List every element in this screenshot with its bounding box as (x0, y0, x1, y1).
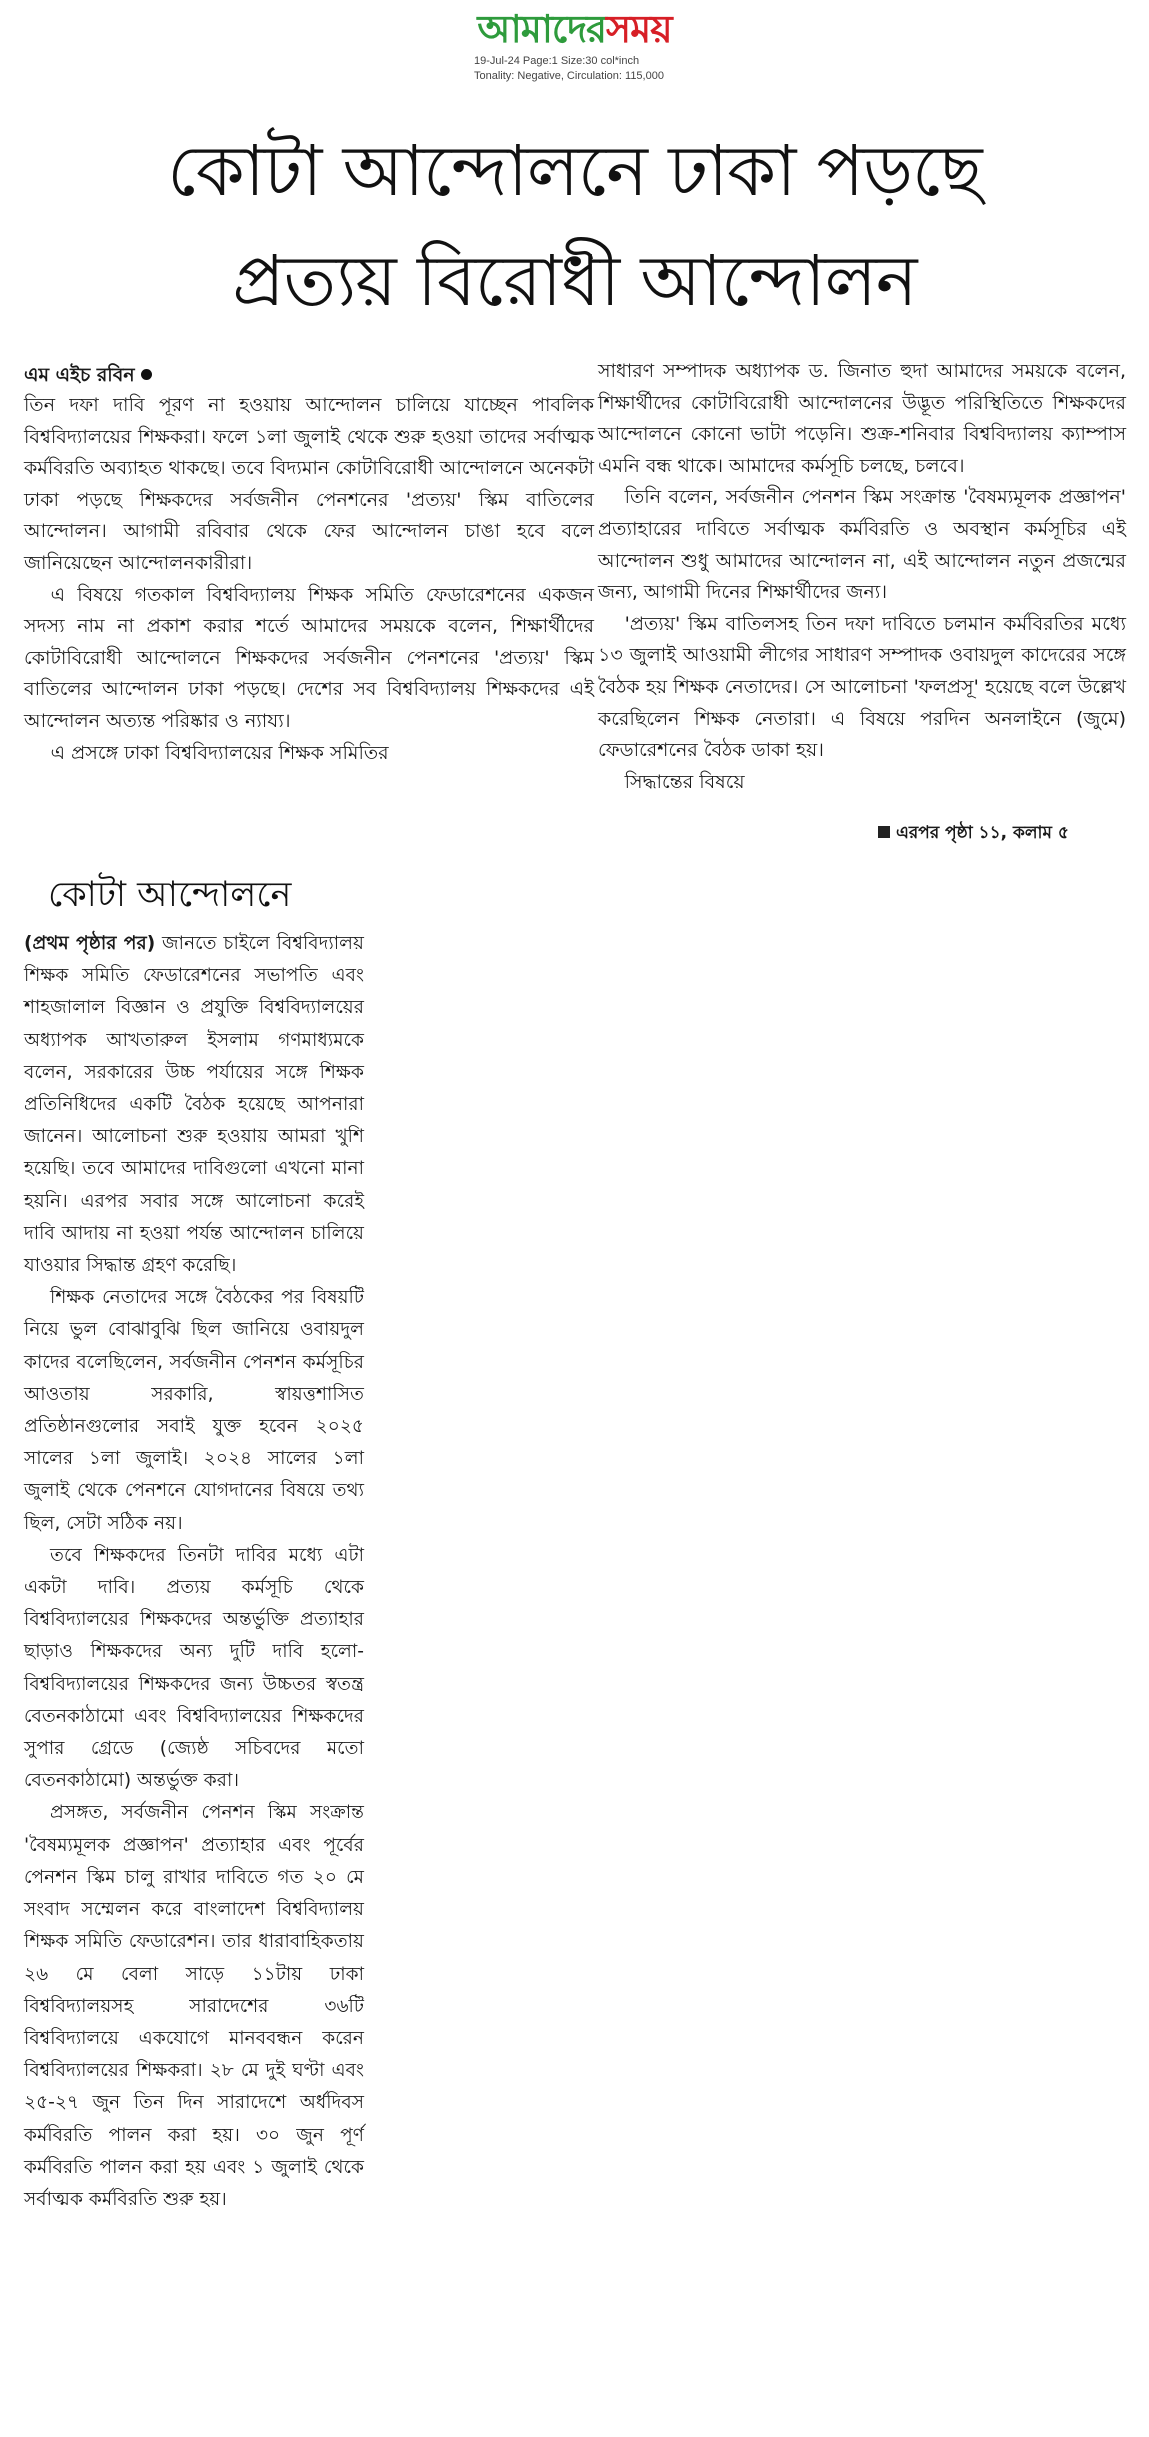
continuation-first-text: জানতে চাইলে বিশ্ববিদ্যালয় শিক্ষক সমিতি ফেডারেশনের সভাপতি এবং শাহজালাল বিজ্ঞান ও প্রযুক্তি বিশ্ববিদ্যালয়ের অধ্যাপক আখতারুল ইসলাম গণমাধ্যমকে বলেন, সরকারের উচ্চ পর্যায়ের সঙ্গে শিক্ষক প্রতিনিধিদের একটি বৈঠক হয়েছে আপনারা জানেন। আলোচনা শুরু হওয়ায় আমরা খুশি হয়েছি। তবে আমাদের দাবিগুলো এখনো মানা হয়নি। এরপর সবার সঙ্গে আলোচনা করেই দাবি আদায় না হওয়া পর্যন্ত আন্দোলন চালিয়ে যাওয়ার সিদ্ধান্ত গ্রহণ করেছি। (24, 933, 364, 1277)
from-page-label: (প্রথম পৃষ্ঠার পর) (24, 933, 156, 954)
author-name: এম এইচ রবিন (24, 364, 135, 386)
clipping-meta-line-1: 19-Jul-24 Page:1 Size:30 col*inch (474, 55, 640, 67)
continued-reference (878, 822, 1069, 844)
continuation-paragraph (24, 928, 364, 1282)
bullet-icon (141, 369, 152, 380)
logo-part-1: আমাদের (477, 7, 606, 51)
headline-line-1: কোটা আন্দোলনে ঢাকা পড়ছে (167, 130, 982, 212)
article-column-right (598, 356, 1126, 798)
article-paragraph: তিনি বলেন, সর্বজনীন পেনশন স্কিম সংক্রান্ত 'বৈষম্যমূলক প্রজ্ঞাপন' প্রত্যাহারের দাবিতে সর্বাত্মক কর্মবিরতি ও অবস্থান কর্মসূচির এই আন্দোলন শুধু আমাদের আন্দোলন না, এই আন্দোলন নতুন প্রজন্মের জন্য, আগামী দিনের শিক্ষার্থীদের জন্য। (598, 486, 1126, 604)
continuation-title: কোটা আন্দোলনে (48, 875, 292, 915)
article-paragraph: সাধারণ সম্পাদক অধ্যাপক ড. জিনাত হুদা আমাদের সময়কে বলেন, শিক্ষার্থীদের কোটাবিরোধী আন্দোলনের উদ্ভূত পরিস্থিতিতে শিক্ষকদের আন্দোলনে কোনো ভাটা পড়েনি। শুক্র-শনিবার বিশ্ববিদ্যালয় ক্যাম্পাস এমনি বন্ধ থাকে। আমাদের কর্মসূচি চলছে, চলবে। (598, 360, 1126, 477)
article-paragraph: তিন দফা দাবি পূরণ না হওয়ায় আন্দোলন চালিয়ে যাচ্ছেন পাবলিক বিশ্ববিদ্যালয়ের শিক্ষকরা। ফলে ১লা জুলাই থেকে শুরু হওয়া তাদের সর্বাত্মক কর্মবিরতি অব্যাহত থাকছে। তবে বিদ্যমান কোটাবিরোধী আন্দোলনে অনেকটা ঢাকা পড়ছে শিক্ষকদের সর্বজনীন পেনশনের 'প্রত্যয়' স্কিম বাতিলের আন্দোলন। আগামী রবিবার থেকে ফের আন্দোলন চাঙা হবে বলে জানিয়েছেন আন্দোলনকারীরা। (24, 394, 594, 574)
continuation-paragraph: প্রসঙ্গত, সর্বজনীন পেনশন স্কিম সংক্রান্ত 'বৈষম্যমূলক প্রজ্ঞাপন' প্রত্যাহার এবং পূর্বের পেনশন স্কিম চালু রাখার দাবিতে গত ২০ মে সংবাদ সম্মেলন করে বাংলাদেশ বিশ্ববিদ্যালয় শিক্ষক সমিতি ফেডারেশন। তার ধারাবাহিকতায় ২৬ মে বেলা সাড়ে ১১টায় ঢাকা বিশ্ববিদ্যালয়সহ সারাদেশের ৩৬টি বিশ্ববিদ্যালয়ে একযোগে মানববন্ধন করেন বিশ্ববিদ্যালয়ের শিক্ষকরা। ২৮ মে দুই ঘণ্টা এবং ২৫-২৭ জুন তিন দিন সারাদেশে অর্ধদিবস কর্মবিরতি পালন করা হয়। ৩০ জুন পূর্ণ কর্মবিরতি পালন করা হয় এবং ১ জুলাই থেকে সর্বাত্মক কর্মবিরতি শুরু হয়। (24, 1802, 364, 2210)
continued-reference-text: এরপর পৃষ্ঠা ১১, কলাম ৫ (896, 823, 1069, 843)
logo-part-2: সময় (606, 7, 672, 51)
article-column-left (24, 360, 594, 769)
continuation-paragraph: শিক্ষক নেতাদের সঙ্গে বৈঠকের পর বিষয়টি নিয়ে ভুল বোঝাবুঝি ছিল জানিয়ে ওবায়দুল কাদের বলেছিলেন, সর্বজনীন পেনশন কর্মসূচির আওতায় সরকারি, স্বায়ত্তশাসিত প্রতিষ্ঠানগুলোর সবাই যুক্ত হবেন ২০২৫ সালের ১লা জুলাই। ২০২৪ সালের ১লা জুলাই থেকে পেনশনে যোগদানের বিষয়ে তথ্য ছিল, সেটা সঠিক নয়। (24, 1287, 364, 1534)
continuation-paragraph: তবে শিক্ষকদের তিনটা দাবির মধ্যে এটা একটা দাবি। প্রত্যয় কর্মসূচি থেকে বিশ্ববিদ্যালয়ের শিক্ষকদের অন্তর্ভুক্তি প্রত্যাহার ছাড়াও শিক্ষকদের অন্য দুটি দাবি হলো- বিশ্ববিদ্যালয়ের শিক্ষকদের জন্য উচ্চতর স্বতন্ত্র বেতনকাঠামো এবং বিশ্ববিদ্যালয়ের শিক্ষকদের সুপার গ্রেডে (জ্যেষ্ঠ সচিবদের মতো বেতনকাঠামো) অন্তর্ভুক্ত করা। (24, 1544, 364, 1792)
clipping-meta-line-2: Tonality: Negative, Circulation: 115,000 (474, 70, 664, 82)
headline-line-2: প্রত্যয় বিরোধী আন্দোলন (232, 240, 917, 322)
byline (24, 360, 594, 390)
article-paragraph: সিদ্ধান্তের বিষয়ে (624, 770, 745, 793)
newspaper-logo (477, 6, 671, 52)
article-paragraph: এ প্রসঙ্গে ঢাকা বিশ্ববিদ্যালয়ের শিক্ষক সমিতির (50, 741, 389, 764)
masthead (0, 6, 1149, 52)
article-paragraph: এ বিষয়ে গতকাল বিশ্ববিদ্যালয় শিক্ষক সমিতি ফেডারেশনের একজন সদস্য নাম না প্রকাশ করার শর্তে আমাদের সময়কে বলেন, শিক্ষার্থীদের কোটাবিরোধী আন্দোলনে শিক্ষকদের সর্বজনীন পেনশনের 'প্রত্যয়' স্কিম বাতিলের আন্দোলন ঢাকা পড়ছে। দেশের সব বিশ্ববিদ্যালয় শিক্ষকদের এই আন্দোলন অত্যন্ত পরিষ্কার ও ন্যায্য। (24, 583, 594, 732)
square-bullet-icon (878, 826, 890, 838)
continuation-column (24, 928, 364, 2216)
article-paragraph: 'প্রত্যয়' স্কিম বাতিলসহ তিন দফা দাবিতে চলমান কর্মবিরতির মধ্যে ১৩ জুলাই আওয়ামী লীগের সাধারণ সম্পাদক ওবায়দুল কাদেরের সঙ্গে বৈঠক হয় শিক্ষক নেতাদের। সে আলোচনা 'ফলপ্রসূ' হয়েছে বলে উল্লেখ করেছিলেন শিক্ষক নেতারা। এ বিষয়ে পরদিন অনলাইনে (জুমে) ফেডারেশনের বৈঠক ডাকা হয়। (598, 612, 1126, 762)
